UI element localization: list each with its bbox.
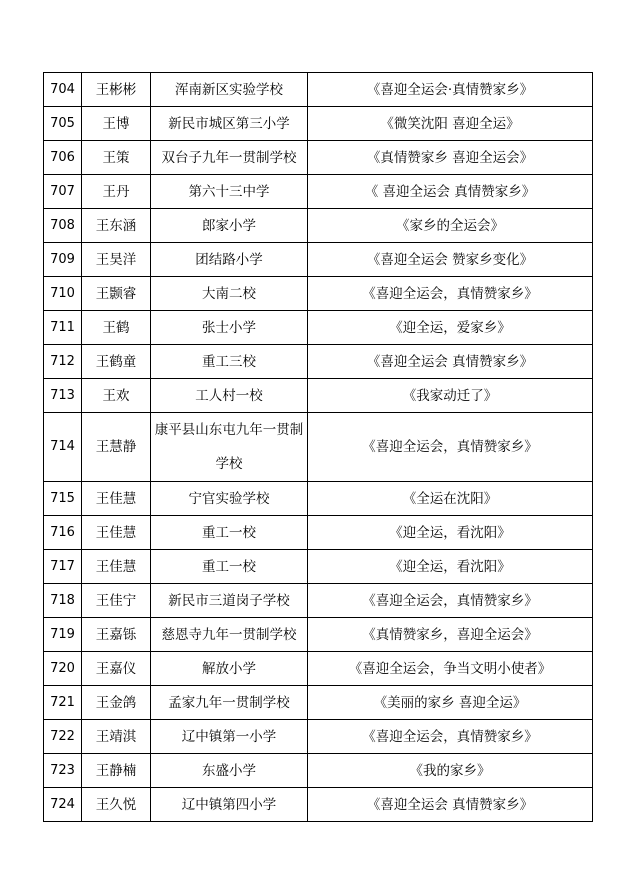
work-title: 《喜迎全运会，真情赞家乡》 — [308, 413, 593, 482]
entry-number: 723 — [44, 754, 82, 788]
entry-number: 718 — [44, 584, 82, 618]
student-name: 王昊洋 — [82, 243, 151, 277]
entry-number: 704 — [44, 73, 82, 107]
entry-number: 705 — [44, 107, 82, 141]
school-name: 张士小学 — [151, 311, 308, 345]
student-name: 王博 — [82, 107, 151, 141]
school-name: 工人村一校 — [151, 379, 308, 413]
entry-number: 712 — [44, 345, 82, 379]
entry-number: 724 — [44, 788, 82, 822]
student-name: 王丹 — [82, 175, 151, 209]
work-title: 《喜迎全运会 赞家乡变化》 — [308, 243, 593, 277]
school-name: 辽中镇第一小学 — [151, 720, 308, 754]
work-title: 《喜迎全运会，真情赞家乡》 — [308, 277, 593, 311]
student-name: 王靖淇 — [82, 720, 151, 754]
work-title: 《我家动迁了》 — [308, 379, 593, 413]
table-row — [44, 720, 593, 754]
school-name: 重工一校 — [151, 550, 308, 584]
school-name: 郎家小学 — [151, 209, 308, 243]
work-title: 《 喜迎全运会 真情赞家乡》 — [308, 175, 593, 209]
table-row — [44, 73, 593, 107]
school-name: 康平县山东屯九年一贯制学校 — [151, 413, 308, 482]
table-row — [44, 277, 593, 311]
student-name: 王慧静 — [82, 413, 151, 482]
work-title: 《微笑沈阳 喜迎全运》 — [308, 107, 593, 141]
entry-number: 709 — [44, 243, 82, 277]
work-title: 《我的家乡》 — [308, 754, 593, 788]
school-name: 辽中镇第四小学 — [151, 788, 308, 822]
student-name: 王嘉仪 — [82, 652, 151, 686]
student-name: 王嘉铄 — [82, 618, 151, 652]
school-name: 孟家九年一贯制学校 — [151, 686, 308, 720]
school-name: 解放小学 — [151, 652, 308, 686]
work-title: 《喜迎全运会 真情赞家乡》 — [308, 345, 593, 379]
school-name: 第六十三中学 — [151, 175, 308, 209]
work-title: 《喜迎全运会，真情赞家乡》 — [308, 720, 593, 754]
school-name: 新民市三道岗子学校 — [151, 584, 308, 618]
table-row — [44, 686, 593, 720]
table-row — [44, 584, 593, 618]
student-name: 王策 — [82, 141, 151, 175]
entry-number: 708 — [44, 209, 82, 243]
entry-number: 720 — [44, 652, 82, 686]
entry-number: 706 — [44, 141, 82, 175]
table-row — [44, 107, 593, 141]
entry-number: 711 — [44, 311, 82, 345]
school-name: 浑南新区实验学校 — [151, 73, 308, 107]
school-name: 重工三校 — [151, 345, 308, 379]
school-name: 双台子九年一贯制学校 — [151, 141, 308, 175]
table-row — [44, 345, 593, 379]
student-name: 王金鸽 — [82, 686, 151, 720]
table-row — [44, 550, 593, 584]
work-title: 《迎全运，爱家乡》 — [308, 311, 593, 345]
student-name: 王佳慧 — [82, 550, 151, 584]
table-row — [44, 482, 593, 516]
table-row — [44, 175, 593, 209]
table-row — [44, 141, 593, 175]
work-title: 《迎全运，看沈阳》 — [308, 516, 593, 550]
student-name: 王佳慧 — [82, 516, 151, 550]
school-name: 东盛小学 — [151, 754, 308, 788]
school-name: 重工一校 — [151, 516, 308, 550]
student-name: 王久悦 — [82, 788, 151, 822]
entry-number: 722 — [44, 720, 82, 754]
student-name: 王彬彬 — [82, 73, 151, 107]
student-name: 王颢睿 — [82, 277, 151, 311]
work-title: 《喜迎全运会 真情赞家乡》 — [308, 788, 593, 822]
work-title: 《家乡的全运会》 — [308, 209, 593, 243]
entry-number: 710 — [44, 277, 82, 311]
roster-table — [43, 72, 593, 822]
entry-number: 713 — [44, 379, 82, 413]
student-name: 王鹤 — [82, 311, 151, 345]
table-row — [44, 516, 593, 550]
table-row — [44, 652, 593, 686]
table-row — [44, 243, 593, 277]
school-name: 宁官实验学校 — [151, 482, 308, 516]
school-name: 团结路小学 — [151, 243, 308, 277]
student-name: 王静楠 — [82, 754, 151, 788]
table-row — [44, 209, 593, 243]
school-name: 新民市城区第三小学 — [151, 107, 308, 141]
student-name: 王佳慧 — [82, 482, 151, 516]
school-name: 大南二校 — [151, 277, 308, 311]
work-title: 《全运在沈阳》 — [308, 482, 593, 516]
table-row — [44, 413, 593, 482]
entry-number: 715 — [44, 482, 82, 516]
entry-number: 717 — [44, 550, 82, 584]
work-title: 《迎全运，看沈阳》 — [308, 550, 593, 584]
table-row — [44, 788, 593, 822]
work-title: 《真情赞家乡，喜迎全运会》 — [308, 618, 593, 652]
entry-number: 721 — [44, 686, 82, 720]
entry-number: 719 — [44, 618, 82, 652]
work-title: 《美丽的家乡 喜迎全运》 — [308, 686, 593, 720]
entry-number: 716 — [44, 516, 82, 550]
work-title: 《真情赞家乡 喜迎全运会》 — [308, 141, 593, 175]
student-name: 王鹤童 — [82, 345, 151, 379]
student-name: 王佳宁 — [82, 584, 151, 618]
entry-number: 714 — [44, 413, 82, 482]
work-title: 《喜迎全运会，争当文明小使者》 — [308, 652, 593, 686]
student-name: 王欢 — [82, 379, 151, 413]
table-row — [44, 311, 593, 345]
student-name: 王东涵 — [82, 209, 151, 243]
work-title: 《喜迎全运会·真情赞家乡》 — [308, 73, 593, 107]
school-name: 慈恩寺九年一贯制学校 — [151, 618, 308, 652]
table-row — [44, 754, 593, 788]
table-row — [44, 379, 593, 413]
table-row — [44, 618, 593, 652]
entry-number: 707 — [44, 175, 82, 209]
work-title: 《喜迎全运会，真情赞家乡》 — [308, 584, 593, 618]
